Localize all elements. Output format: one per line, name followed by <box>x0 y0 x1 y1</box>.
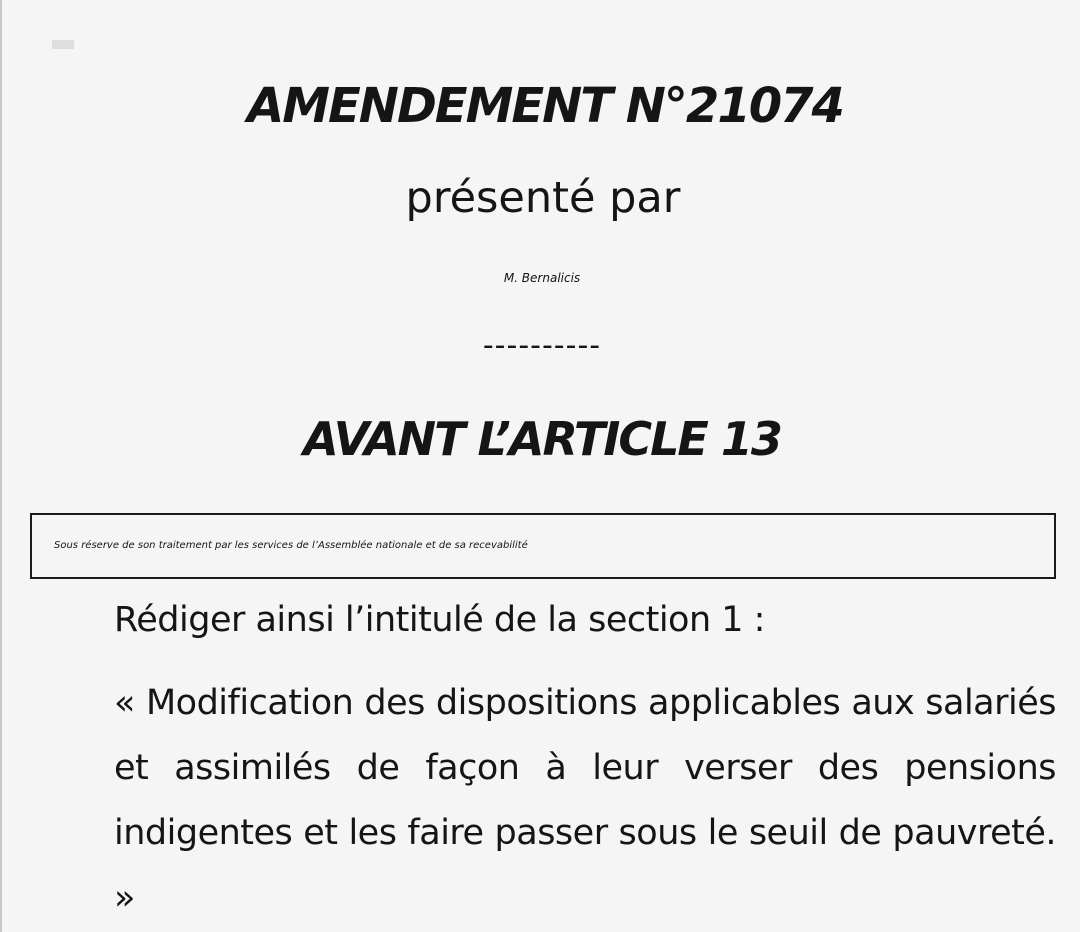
notice-box <box>30 513 1056 579</box>
dash-separator: ---------- <box>482 328 602 363</box>
presented-by-label: présenté par <box>405 173 681 223</box>
author-name: M. Bernalicis <box>503 271 581 285</box>
instruction-text: Rédiger ainsi l’intitulé de la section 1 : <box>114 600 765 640</box>
article-heading: AVANT L’ARTICLE 13 <box>303 412 781 466</box>
notice-text: Sous réserve de son traitement par les services de l’Assemblée nationale et de sa recevabilité <box>54 540 528 551</box>
amendment-title: AMENDEMENT N°21074 <box>247 78 843 134</box>
amendment-body: « Modification des dispositions applicables aux salariés et assimilés de façon à leur verser des pensions indigentes et les faire passer sous le seuil de pauvreté. » <box>114 683 1056 918</box>
corner-mark <box>52 40 74 49</box>
